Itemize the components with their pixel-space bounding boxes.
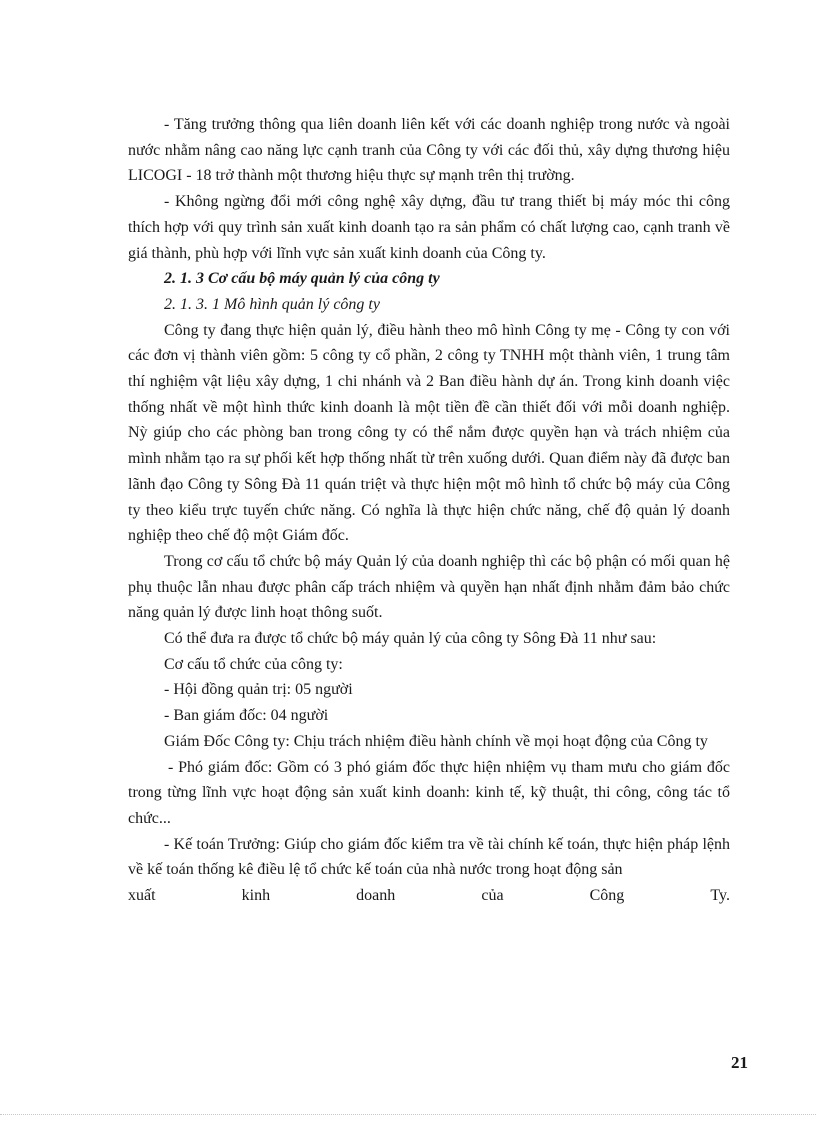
section-heading: 2. 1. 3 Cơ cấu bộ máy quản lý của công ty (164, 270, 440, 288)
page-body (128, 112, 730, 909)
list-item-board: - Hội đồng quản trị: 05 người (164, 681, 353, 699)
paragraph-chief-accountant: - Kế toán Trưởng: Giúp cho giám đốc kiểm tra về tài chính kế toán, thực hiện pháp lệnh về kế toán thống kê điều lệ tổ chức kế toán của nhà nước trong hoạt động sản (128, 835, 730, 879)
justified-last-line (128, 883, 730, 909)
paragraph-deputy-director: - Phó giám đốc: Gồm có 3 phó giám đốc thực hiện nhiệm vụ tham mưu cho giám đốc trong từng lĩnh vực hoạt động sản xuất kinh doanh: kinh tế, kỹ thuật, thi công, công tác tổ chức... (128, 758, 730, 827)
last-line-word: kinh (241, 887, 271, 905)
paragraph-org-intro: Có thể đưa ra được tổ chức bộ máy quản lý của công ty Sông Đà 11 như sau: (164, 630, 657, 648)
last-line-word: Công (589, 887, 625, 905)
page-number: 21 (731, 1053, 748, 1072)
subsection-heading: 2. 1. 3. 1 Mô hình quản lý công ty (164, 295, 380, 313)
last-line-word: của (481, 887, 504, 905)
paragraph-growth-strategy: - Tăng trưởng thông qua liên doanh liên kết với các doanh nghiệp trong nước và ngoài nước nhằm nâng cao năng lực cạnh tranh của Công ty với các đối thủ, xây dựng thương hiệu LICOGI - 18 trở thành một thương hiệu thực sự mạnh trên thị trường. (128, 116, 730, 185)
last-line-word: xuất (128, 887, 156, 905)
last-line-word: Ty. (710, 887, 730, 905)
paragraph-management-model: Công ty đang thực hiện quản lý, điều hành theo mô hình Công ty mẹ - Công ty con với các đơn vị thành viên gồm: 5 công ty cổ phần, 2 công ty TNHH một thành viên, 1 trung tâm thí nghiệm vật liệu xây dựng, 1 chi nhánh và 2 Ban điều hành dự án. Trong kinh doanh việc thống nhất về một hình thức kinh doanh là một tiền đề cần thiết đối với mỗi doanh nghiệp. Nỳ giúp cho các phòng ban trong công ty có thể nắm được quyền hạn và trách nhiệm của mình nhằm tạo ra sự phối kết hợp thống nhất từ trên xuống dưới. Quan điểm này đã được ban lãnh đạo Công ty Sông Đà 11 quán triệt và thực hiện một mô hình tổ chức bộ máy của Công ty theo kiểu trực tuyến chức năng. Có nghĩa là thực hiện chức năng, chế độ quản lý doanh nghiệp theo chế độ một Giám đốc. (128, 321, 730, 545)
last-line-word: doanh (356, 887, 396, 905)
list-item-directors: - Ban giám đốc: 04 người (164, 707, 329, 725)
list-heading: Cơ cấu tổ chức của công ty: (164, 655, 343, 673)
paragraph-director: Giám Đốc Công ty: Chịu trách nhiệm điều hành chính về mọi hoạt động của Công ty (164, 732, 708, 750)
paragraph-technology-innovation: - Không ngừng đổi mới công nghệ xây dựng, đầu tư trang thiết bị máy móc thi công thích hợp với quy trình sản xuất kinh doanh tạo ra sản phẩm có chất lượng cao, cạnh tranh về giá thành, phù hợp với lĩnh vực sản xuất kinh doanh của Công ty. (128, 193, 730, 262)
page-bottom-divider (0, 1114, 816, 1115)
paragraph-org-structure: Trong cơ cấu tổ chức bộ máy Quản lý của doanh nghiệp thì các bộ phận có mối quan hệ phụ thuộc lẫn nhau được phân cấp trách nhiệm và quyền hạn nhất định nhằm đảm bảo chức năng quản lý được linh hoạt thông suốt. (128, 552, 730, 622)
